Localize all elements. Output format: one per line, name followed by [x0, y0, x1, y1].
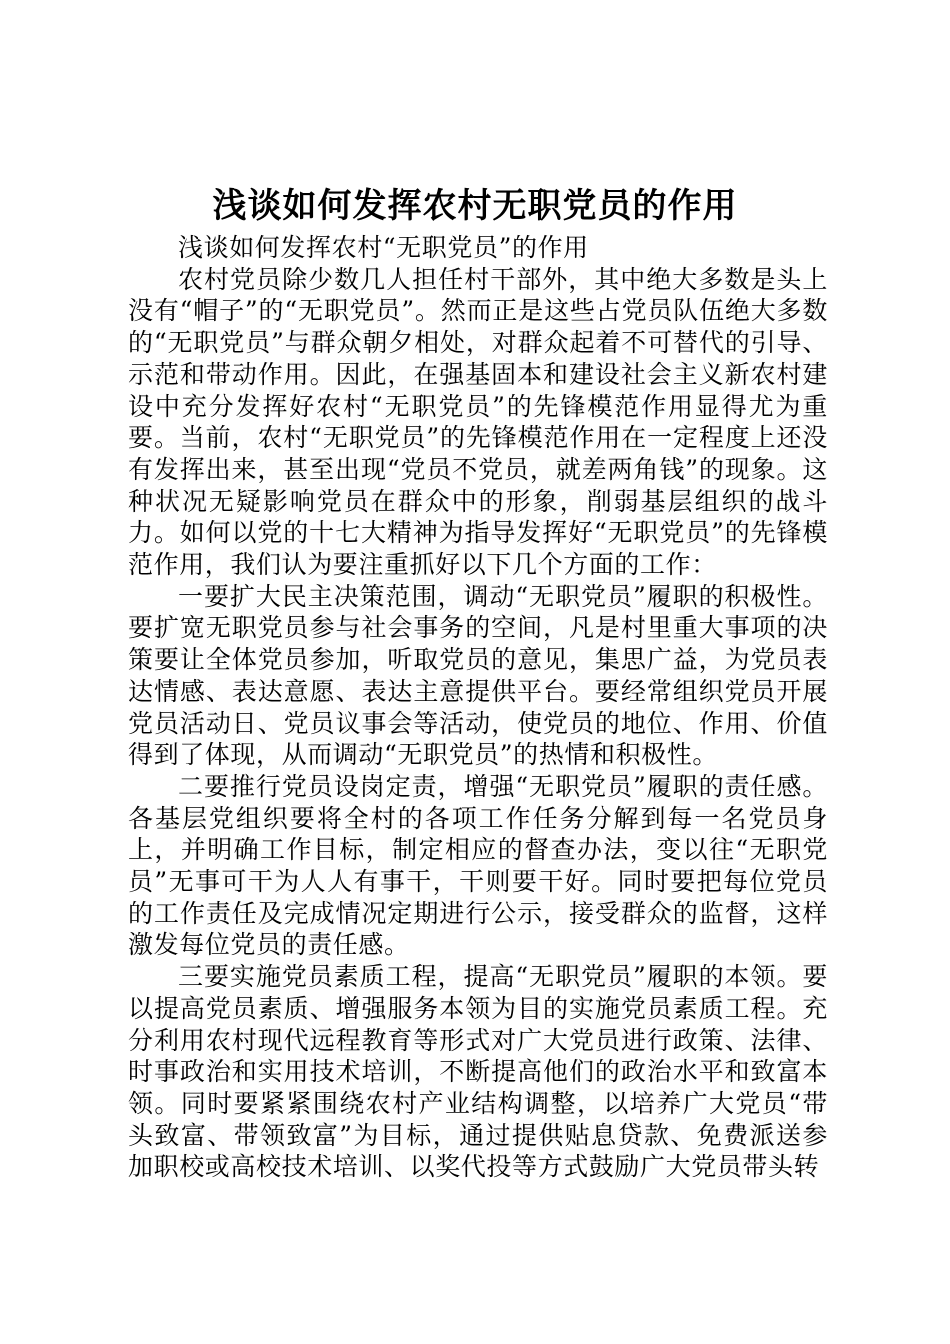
document-body: [128, 232, 828, 1183]
point-one-paragraph: 一要扩大民主决策范围，调动“无职党员”履职的积极性。要扩宽无职党员参与社会事务的空间，凡是村里重大事项的决策要让全体党员参加，听取党员的意见，集思广益，为党员表达情感、表达意愿、表达主意提供平台。要经常组织党员开展党员活动日、党员议事会等活动，使党员的地位、作用、价值得到了体现，从而调动“无职党员”的热情和积极性。: [128, 581, 828, 770]
subtitle-paragraph: 浅谈如何发挥农村“无职党员”的作用: [178, 233, 589, 262]
document-title: 浅谈如何发挥农村无职党员的作用: [212, 186, 738, 226]
intro-paragraph: 农村党员除少数几人担任村干部外，其中绝大多数是头上没有“帽子”的“无职党员”。然而正是这些占党员队伍绝大多数的“无职党员”与群众朝夕相处，对群众起着不可替代的引导、示范和带动作用。因此，在强基固本和建设社会主义新农村建设中充分发挥好农村“无职党员”的先锋模范作用显得尤为重要。当前，农村“无职党员”的先锋模范作用在一定程度上还没有发挥出来，甚至出现“党员不党员，就差两角钱”的现象。这种状况无疑影响党员在群众中的形象，削弱基层组织的战斗力。如何以党的十七大精神为指导发挥好“无职党员”的先锋模范作用，我们认为要注重抓好以下几个方面的工作：: [128, 264, 828, 580]
point-three-paragraph: 三要实施党员素质工程，提高“无职党员”履职的本领。要以提高党员素质、增强服务本领为目的实施党员素质工程。充分利用农村现代远程教育等形式对广大党员进行政策、法律、时事政治和实用技术培训，不断提高他们的政治水平和致富本领。同时要紧紧围绕农村产业结构调整，以培养广大党员“带头致富、带领致富”为目标，通过提供贴息贷款、免费派送参加职校或高校技术培训、以奖代投等方式鼓励广大党员带头转: [128, 962, 828, 1182]
point-two-paragraph: 二要推行党员设岗定责，增强“无职党员”履职的责任感。各基层党组织要将全村的各项工作任务分解到每一名党员身上，并明确工作目标，制定相应的督查办法，变以往“无职党员”无事可干为人人有事干，干则要干好。同时要把每位党员的工作责任及完成情况定期进行公示，接受群众的监督，这样激发每位党员的责任感。: [128, 771, 828, 960]
